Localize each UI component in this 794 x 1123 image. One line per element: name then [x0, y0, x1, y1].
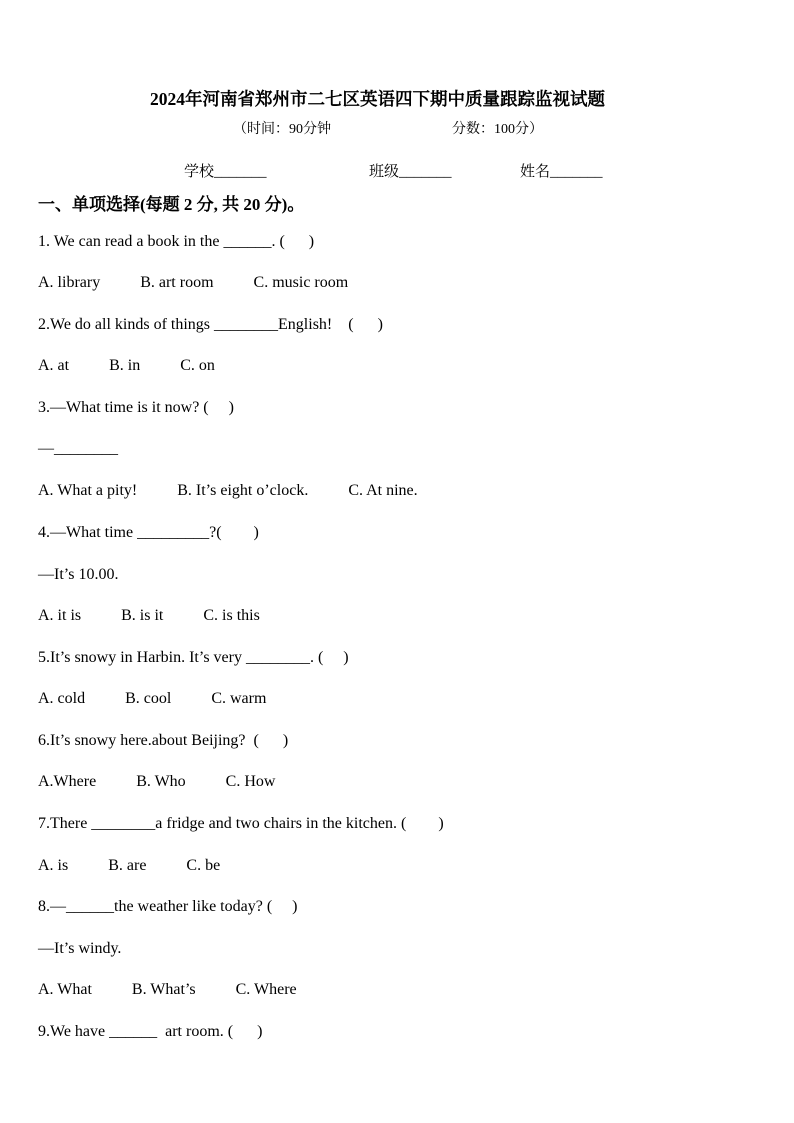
- answer-line: —________: [38, 440, 118, 457]
- question-line: 8.—______the weather like today? ( ): [38, 898, 298, 915]
- option-line: A. What B. What’s C. Where: [38, 981, 297, 998]
- section-heading: 一、单项选择(每题 2 分, 共 20 分)。: [38, 195, 305, 214]
- exam-time: （时间：90分钟: [233, 122, 331, 137]
- option-line: A. it is B. is it C. is this: [38, 607, 260, 624]
- exam-score: 分数：100分）: [452, 122, 543, 137]
- name-field: 姓名_______: [520, 164, 603, 180]
- class-field: 班级_______: [369, 164, 452, 180]
- option-line: A. What a pity! B. It’s eight o’clock. C. At nine.: [38, 482, 418, 499]
- question-line: 5.It’s snowy in Harbin. It’s very ________. ( ): [38, 649, 349, 666]
- option-line: A. is B. are C. be: [38, 857, 221, 874]
- answer-line: —It’s windy.: [38, 940, 122, 957]
- question-line: 9.We have ______ art room. ( ): [38, 1023, 263, 1040]
- question-line: 7.There ________a fridge and two chairs in the kitchen. ( ): [38, 815, 444, 832]
- option-line: A. cold B. cool C. warm: [38, 690, 267, 707]
- option-line: A. library B. art room C. music room: [38, 274, 349, 291]
- school-field: 学校_______: [184, 164, 267, 180]
- question-line: 6.It’s snowy here.about Beijing? ( ): [38, 732, 289, 749]
- answer-line: —It’s 10.00.: [38, 566, 119, 583]
- question-line: 3.—What time is it now? ( ): [38, 399, 234, 416]
- question-line: 4.—What time _________?( ): [38, 524, 259, 541]
- question-line: 1. We can read a book in the ______. ( ): [38, 233, 315, 250]
- question-line: 2.We do all kinds of things ________English! ( ): [38, 316, 383, 333]
- option-line: A.Where B. Who C. How: [38, 773, 276, 790]
- exam-title: 2024年河南省郑州市二七区英语四下期中质量跟踪监视试题: [150, 89, 605, 109]
- option-line: A. at B. in C. on: [38, 357, 215, 374]
